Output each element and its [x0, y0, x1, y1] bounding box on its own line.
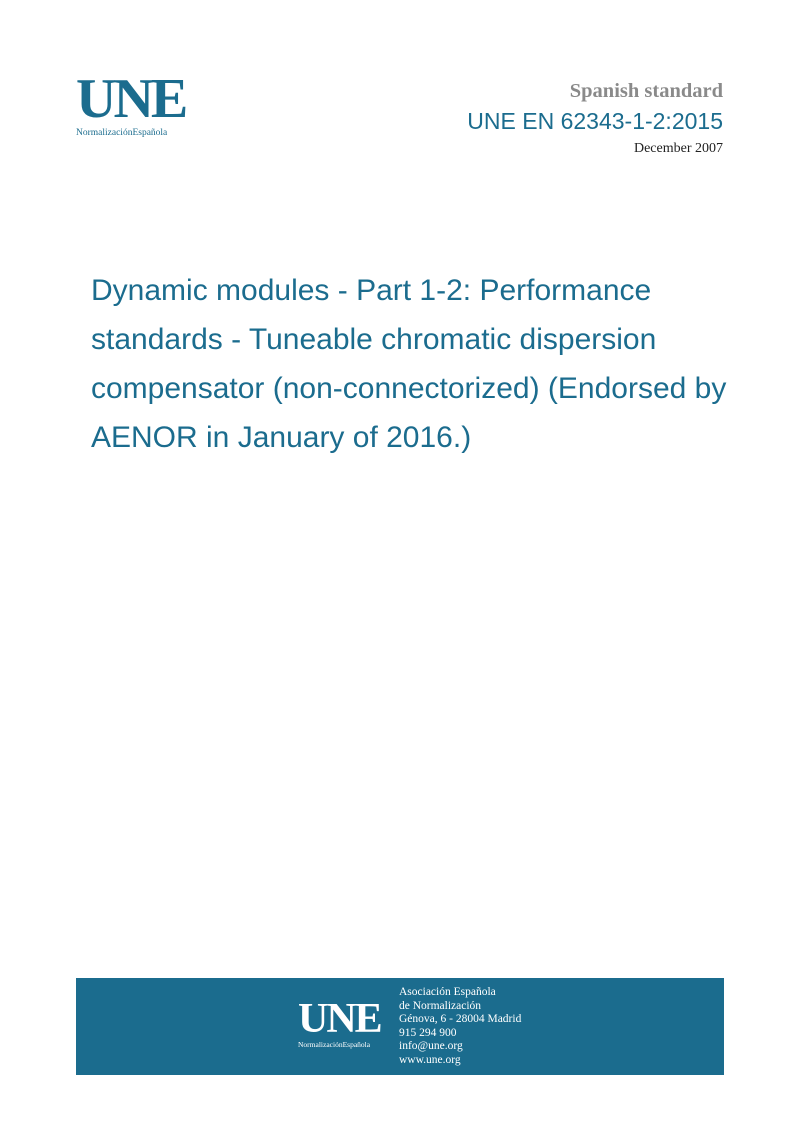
contact-email-link[interactable]: info@une.org: [399, 1040, 463, 1053]
une-logo: [76, 68, 206, 144]
standard-type: Spanish standard: [569, 80, 723, 102]
footer-une-logo: [298, 996, 381, 1049]
standard-date: December 2007: [633, 141, 723, 156]
footer-une-logo-mark: UNE: [298, 996, 381, 1042]
contact-website-link[interactable]: www.une.org: [399, 1053, 461, 1066]
footer-contact: [399, 986, 521, 1068]
contact-phone: 915 294 900: [399, 1026, 457, 1039]
une-logo-subtitle: [76, 128, 206, 138]
footer-logo-subtitle-normal: Normalización: [298, 1040, 343, 1049]
une-logo-mark: UNE: [76, 68, 186, 130]
une-logo-subtitle-normal: Normalización: [76, 128, 133, 138]
contact-address: Génova, 6 - 28004 Madrid: [399, 1013, 522, 1026]
footer-une-logo-subtitle: [298, 1040, 381, 1049]
une-logo-subtitle-bold: Española: [132, 128, 168, 138]
footer-logo-subtitle-bold: Española: [342, 1040, 371, 1049]
standard-code: UNE EN 62343-1-2:2015: [467, 108, 723, 134]
footer-band: [76, 978, 724, 1075]
standard-header: [467, 78, 723, 158]
contact-org-line1: Asociación Española: [399, 986, 496, 998]
document-title: Dynamic modules - Part 1-2: Performance standards - Tuneable chromatic dispersion compensator (non-connectorized) (Endorsed by AENOR in January of 2016.): [91, 274, 727, 454]
contact-org-line2: de Normalización: [399, 999, 482, 1012]
